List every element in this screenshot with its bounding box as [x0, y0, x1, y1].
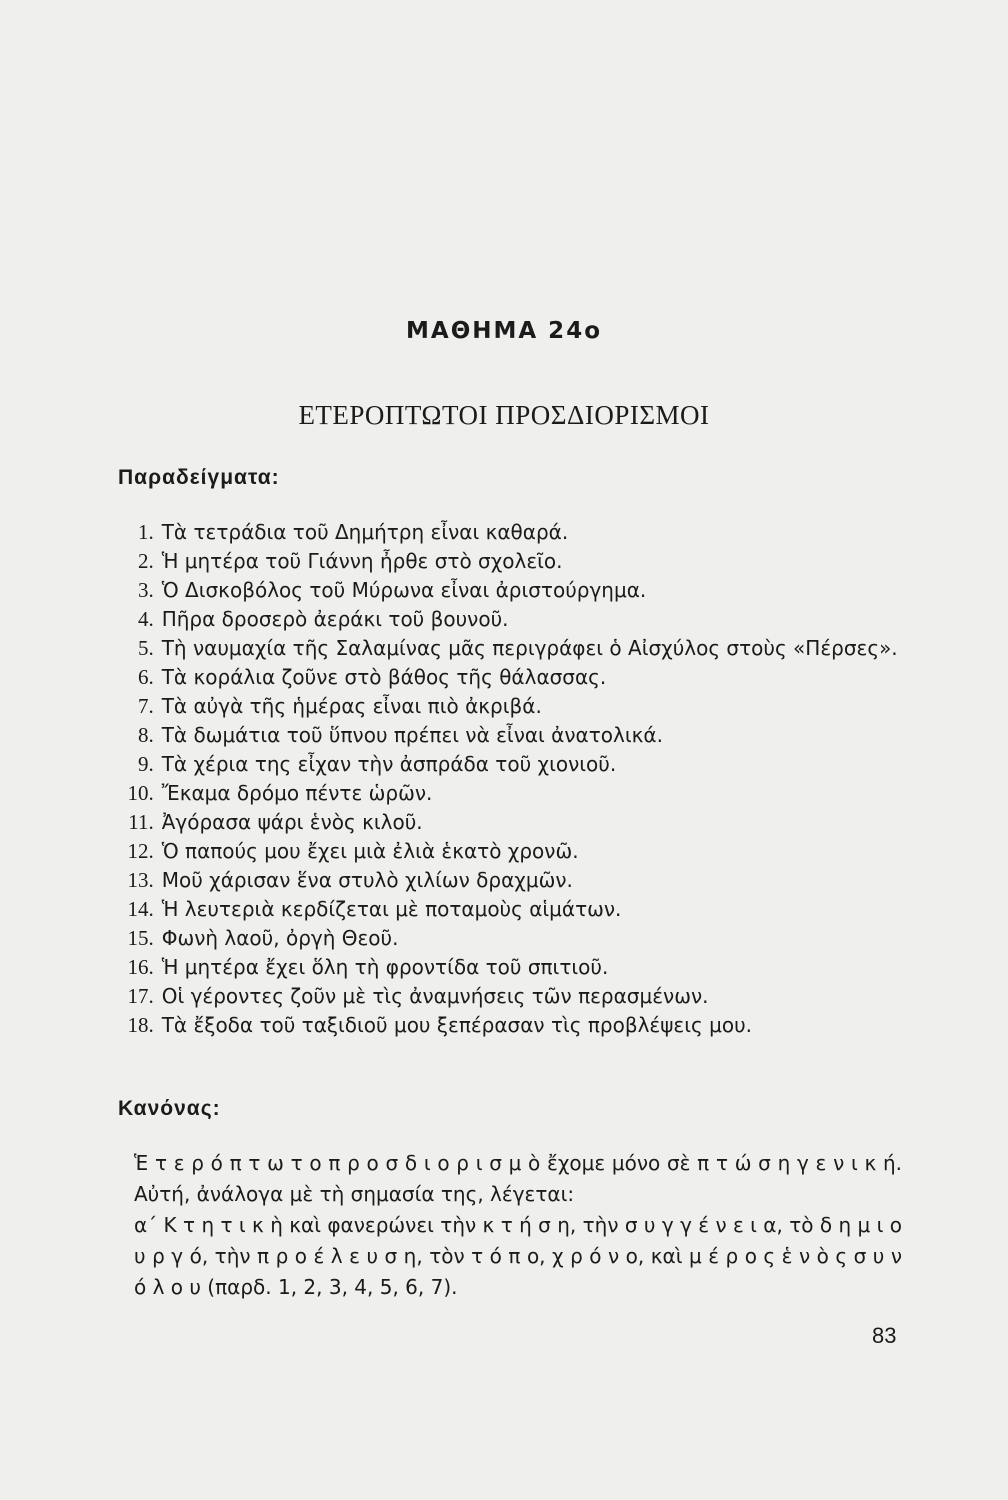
example-text: Τὰ ἔξοδα τοῦ ταξιδιοῦ μου ξεπέρασαν τὶς προβλέψεις μου.: [161, 1013, 752, 1037]
example-item: [116, 924, 916, 953]
rule-paragraph: α΄ Κ τ η τ ι κ ὴ καὶ φανερώνει τὴν κ τ ή σ η, τὴν σ υ γ γ έ ν ε ι α, τὸ δ η μ ι ο υ ρ γ ό, τὴν π ρ ο έ λ ε υ σ η, τὸν τ ό π ο, χ ρ ό ν ο, καὶ μ έ ρ ο ς ἑ ν ὸ ς σ υ ν ό λ ο υ (παρδ. 1, 2, 3, 4, 5, 6, 7).: [134, 1213, 902, 1299]
example-text: Τὰ τετράδια τοῦ Δημήτρη εἶναι καθαρά.: [161, 520, 569, 544]
example-item: [116, 634, 916, 663]
example-number: 4.: [137, 607, 154, 631]
example-text: Τὰ κοράλια ζοῦνε στὸ βάθος τῆς θάλασσας.: [161, 665, 607, 689]
example-text: Ἡ λευτεριὰ κερδίζεται μὲ ποταμοὺς αἱμάτων.: [161, 897, 622, 921]
example-number: 17.: [127, 984, 154, 1008]
example-text: Οἱ γέροντες ζοῦν μὲ τὶς ἀναμνήσεις τῶν περασμένων.: [161, 984, 709, 1008]
example-text: Ἔκαμα δρόμο πέντε ὡρῶν.: [161, 781, 433, 805]
examples-list: [116, 518, 916, 1040]
example-number: 5.: [137, 636, 154, 660]
example-text: Τὴ ναυμαχία τῆς Σαλαμίνας μᾶς περιγράφει ὁ Αἰσχύλος στοὺς «Πέρσες».: [161, 636, 898, 660]
example-item: [116, 518, 916, 547]
example-text: Μοῦ χάρισαν ἕνα στυλὸ χιλίων δραχμῶν.: [161, 868, 573, 892]
example-number: 2.: [137, 549, 154, 573]
example-item: [116, 982, 916, 1011]
example-item: [116, 779, 916, 808]
example-number: 10.: [127, 781, 154, 805]
example-item: [116, 547, 916, 576]
example-text: Ὁ παπούς μου ἔχει μιὰ ἐλιὰ ἑκατὸ χρονῶ.: [161, 839, 579, 863]
example-number: 7.: [137, 694, 154, 718]
rule-text: [78, 1148, 902, 1303]
example-item: [116, 663, 916, 692]
example-number: 13.: [127, 868, 154, 892]
example-item: [116, 692, 916, 721]
example-number: 14.: [127, 897, 154, 921]
example-item: [116, 576, 916, 605]
example-text: Πῆρα δροσερὸ ἀεράκι τοῦ βουνοῦ.: [161, 607, 509, 631]
example-text: Τὰ δωμάτια τοῦ ὕπνου πρέπει νὰ εἶναι ἀνατολικά.: [161, 723, 663, 747]
example-item: [116, 605, 916, 634]
example-item: [116, 837, 916, 866]
example-item: [116, 866, 916, 895]
example-text: Ἡ μητέρα τοῦ Γιάννη ἦρθε στὸ σχολεῖο.: [161, 549, 563, 573]
rule-heading: Κανόνας:: [118, 1097, 221, 1120]
example-text: Ὁ Δισκοβόλος τοῦ Μύρωνα εἶναι ἀριστούργημα.: [161, 578, 647, 602]
example-number: 3.: [137, 578, 154, 602]
example-text: Τὰ αὐγὰ τῆς ἡμέρας εἶναι πιὸ ἀκριβά.: [161, 694, 542, 718]
example-item: [116, 750, 916, 779]
example-text: Ἡ μητέρα ἔχει ὅλη τὴ φροντίδα τοῦ σπιτιοῦ.: [161, 955, 609, 979]
example-text: Φωνὴ λαοῦ, ὀργὴ Θεοῦ.: [161, 926, 399, 950]
examples-heading: Παραδείγματα:: [118, 466, 280, 489]
example-item: [116, 895, 916, 924]
example-number: 6.: [137, 665, 154, 689]
page-number: 83: [872, 1323, 897, 1348]
example-number: 12.: [127, 839, 154, 863]
example-number: 11.: [128, 810, 154, 834]
example-number: 16.: [127, 955, 154, 979]
example-text: Ἀγόρασα ψάρι ἑνὸς κιλοῦ.: [161, 810, 423, 834]
example-number: 18.: [127, 1013, 154, 1037]
lesson-title: ΜΑΘΗΜΑ 24ο: [406, 318, 602, 344]
example-item: [116, 1011, 916, 1040]
example-item: [116, 721, 916, 750]
example-number: 9.: [137, 752, 154, 776]
example-item: [116, 953, 916, 982]
example-number: 8.: [137, 723, 154, 747]
example-text: Τὰ χέρια της εἶχαν τὴν ἀσπράδα τοῦ χιονιοῦ.: [161, 752, 617, 776]
example-item: [116, 808, 916, 837]
example-number: 15.: [127, 926, 154, 950]
section-title: ΕΤΕΡΟΠΤΩΤΟΙ ΠΡΟΣΔΙΟΡΙΣΜΟΙ: [298, 400, 710, 430]
example-number: 1.: [137, 520, 154, 544]
rule-paragraph: Ἑ τ ε ρ ό π τ ω τ ο π ρ ο σ δ ι ο ρ ι σ μ ὸ ἔχομε μόνο σὲ π τ ώ σ η γ ε ν ι κ ή. Αὐτή, ἀνάλογα μὲ τὴ σημασία της, λέγεται:: [134, 1151, 902, 1206]
